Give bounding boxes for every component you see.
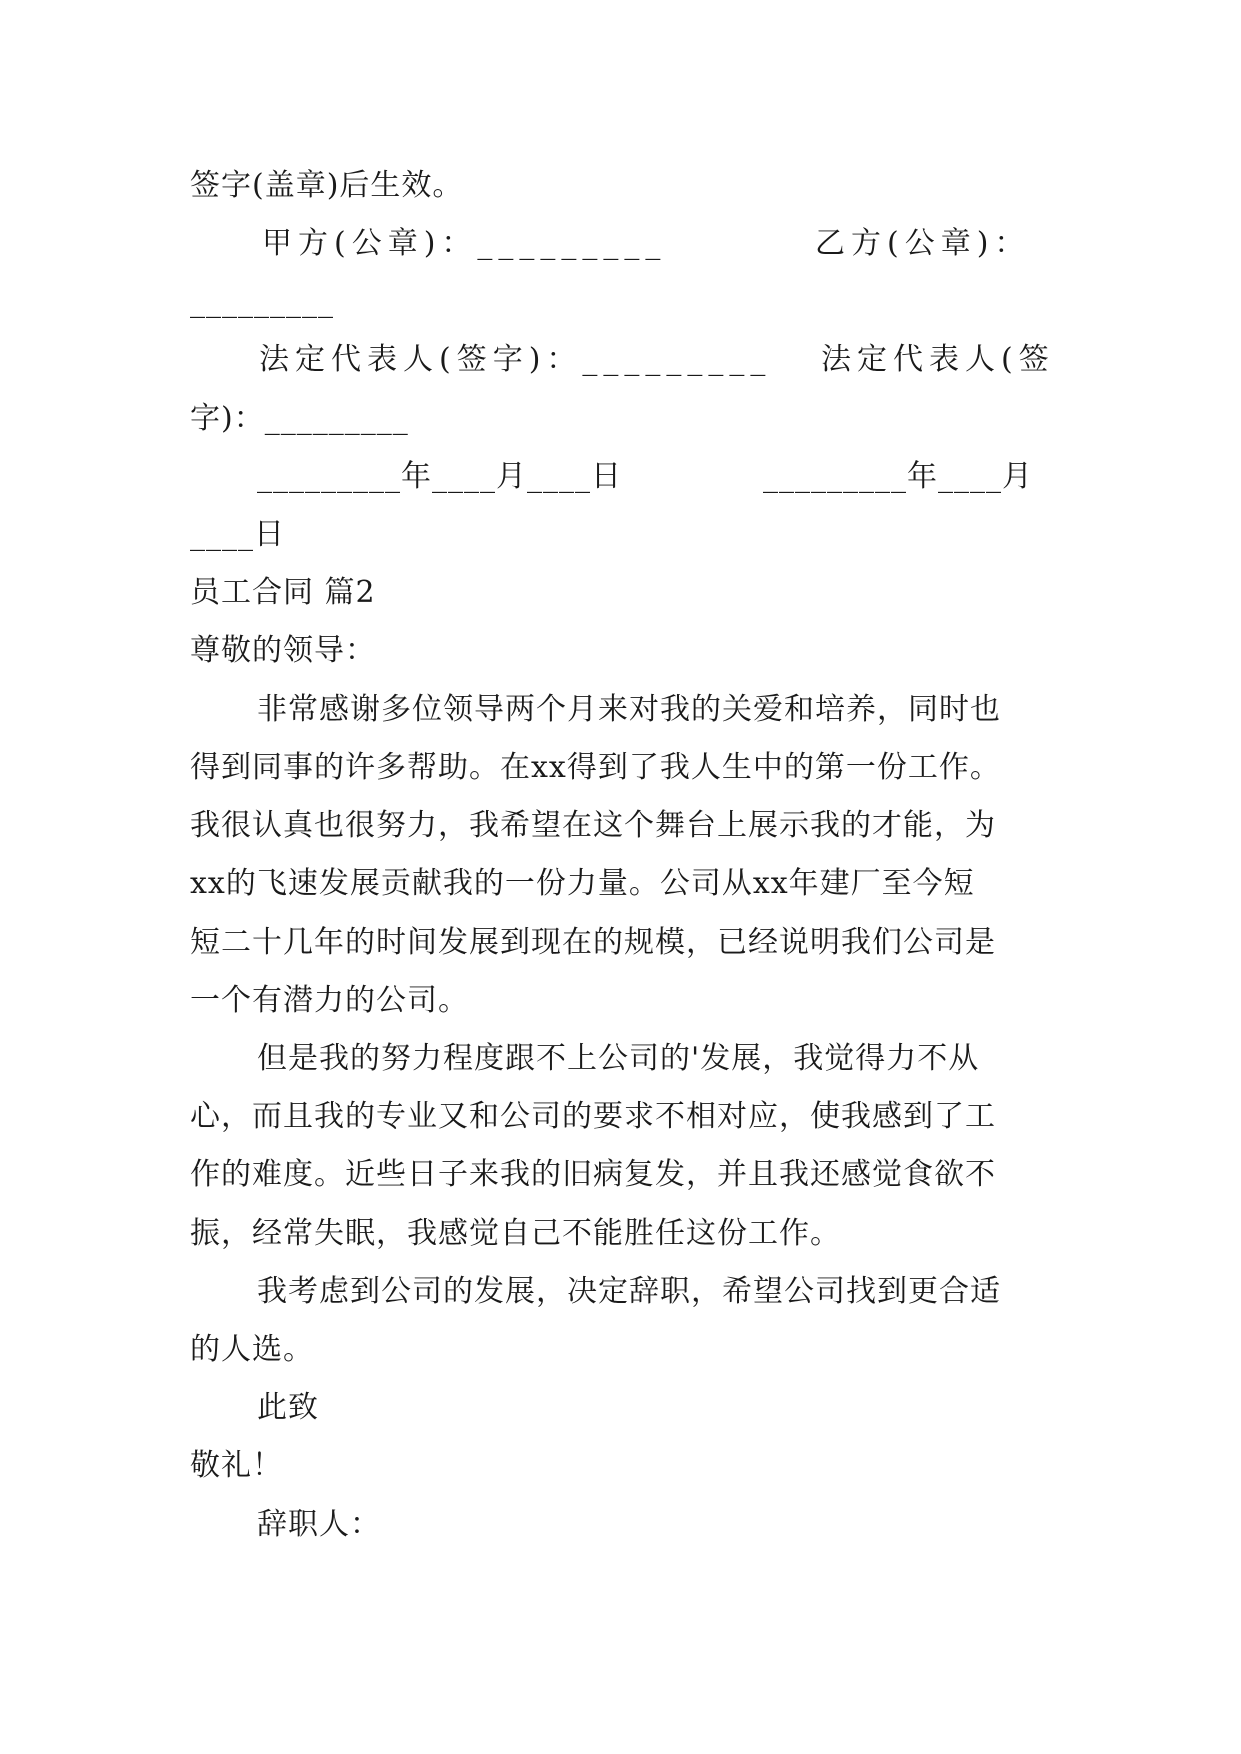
legal-rep-b-cont: 字)：_________: [190, 401, 409, 436]
paragraph1-line6: 一个有潜力的公司。: [190, 983, 469, 1018]
paragraph2-line1: 但是我的努力程度跟不上公司的'发展，我觉得力不从: [257, 1041, 980, 1076]
letter-heading: 员工合同 篇2: [190, 575, 376, 610]
signer-label: 辞职人：: [257, 1507, 381, 1542]
closing-jingli: 敬礼！: [190, 1448, 283, 1483]
paragraph1-line1: 非常感谢多位领导两个月来对我的关爱和培养，同时也: [257, 692, 1001, 727]
party-a-seal: 甲方(公章)：_________: [262, 226, 667, 261]
legal-rep-b: 法定代表人(签: [821, 342, 1055, 377]
paragraph2-line2: 心，而且我的专业又和公司的要求不相对应，使我感到了工: [190, 1099, 996, 1134]
party-b-seal-blank: _________: [190, 284, 334, 319]
legal-rep-a: 法定代表人(签字)：_________: [259, 342, 772, 377]
paragraph1-line3: 我很认真也很努力，我希望在这个舞台上展示我的才能，为: [190, 808, 996, 843]
paragraph3-line2: 的人选。: [190, 1332, 314, 1367]
paragraph3-line1: 我考虑到公司的发展，决定辞职，希望公司找到更合适: [257, 1274, 1001, 1309]
effect-line: 签字(盖章)后生效。: [190, 168, 464, 203]
paragraph2-line4: 振，经常失眠，我感觉自己不能胜任这份工作。: [190, 1216, 841, 1251]
paragraph1-line5: 短二十几年的时间发展到现在的规模，已经说明我们公司是: [190, 925, 996, 960]
party-b-seal: 乙方(公章)：: [815, 226, 1031, 261]
paragraph1-line4: xx的飞速发展贡献我的一份力量。公司从xx年建厂至今短: [190, 866, 975, 901]
date-b-cont: ____日: [190, 517, 285, 552]
paragraph1-line2: 得到同事的许多帮助。在xx得到了我人生中的第一份工作。: [190, 750, 1001, 785]
closing-cizhi: 此致: [257, 1390, 319, 1425]
salutation: 尊敬的领导：: [190, 633, 376, 668]
paragraph2-line3: 作的难度。近些日子来我的旧病复发，并且我还感觉食欲不: [190, 1157, 996, 1192]
date-a: _________年____月____日: [257, 459, 622, 494]
date-b: _________年____月: [763, 459, 1033, 494]
